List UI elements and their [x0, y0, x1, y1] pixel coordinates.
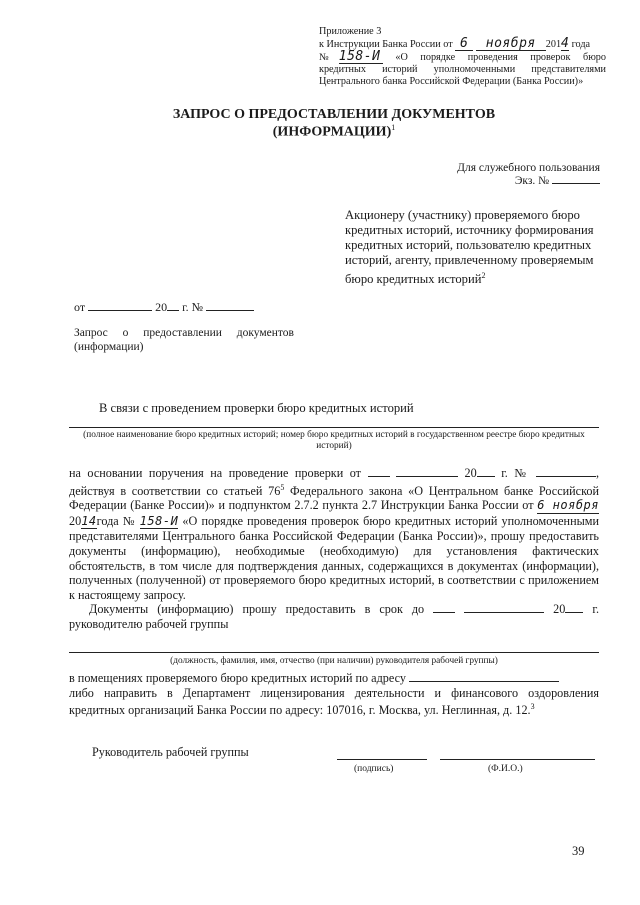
recipient-text: Акционеру (участнику) проверяемого бюро кредитных историй, источнику формирования кредитных историй, пользователю кредитных историй, агенту, привлеченному проверяемым бюро кредитных историй: [345, 208, 594, 287]
premises-line: [69, 671, 599, 686]
date-number-line: [74, 300, 254, 315]
recipient-block: [345, 208, 603, 287]
handwritten-year-digit: 4: [561, 36, 570, 51]
number-sign: №: [319, 52, 339, 63]
instruction-title-start: «О порядке проведения проверок бюро: [395, 52, 606, 63]
delivery-instructions: [69, 671, 599, 718]
year-label: 20: [155, 300, 168, 314]
order-day-field: [368, 476, 390, 477]
footnote-ref-1: 1: [391, 123, 396, 132]
appendix-header: [319, 26, 606, 88]
copy-number: [440, 175, 600, 188]
handwritten-date: 6 ноября: [537, 498, 599, 513]
deadline-day-field: [433, 612, 455, 613]
article-superscript: 5: [280, 482, 285, 492]
document-title: [114, 107, 554, 141]
order-line: [69, 466, 599, 481]
from-label: от: [74, 300, 86, 314]
appendix-instruction-text: к Инструкции Банка России от: [319, 39, 453, 50]
group-leader-line: руководителю рабочей группы: [69, 617, 229, 631]
bureau-name-caption: (полное наименование бюро кредитных историй; номер бюро кредитных историй в государственном реестре бюро кредитных историй): [83, 430, 585, 451]
request-body: [69, 466, 599, 632]
handwritten-year: 14: [81, 513, 97, 528]
request-paragraph: [69, 481, 599, 603]
order-comma: ,: [595, 466, 599, 480]
copy-number-label: Экз. №: [514, 175, 550, 187]
appendix-line5: Центрального банка Российской Федерации (Банка России)»: [319, 76, 584, 87]
order-year-label: 20: [464, 466, 477, 480]
signature-caption: (подпись): [354, 764, 394, 774]
group-leader-field-line: [69, 652, 599, 653]
year2-suffix: года №: [96, 513, 136, 528]
page-number: 39: [572, 844, 585, 858]
appendix-line3: [319, 51, 606, 64]
deadline-text: Документы (информацию) прошу предоставить в срок до: [89, 602, 425, 617]
year-suffix: года: [571, 39, 591, 50]
deadline-month-field: [464, 612, 544, 613]
name-caption: (Ф.И.О.): [488, 764, 523, 774]
year-prefix: 201: [545, 39, 562, 50]
order-number-field: [536, 476, 596, 477]
official-use-label: Для служебного пользования: [457, 162, 600, 174]
department-address-text: либо направить в Департамент лицензирования деятельности и финансового оздоровления кредитных организаций Банка России по адресу: 107016, г. Москва, ул. Неглинная, д. 12.: [69, 685, 599, 718]
premises-text: в помещениях проверяемого бюро кредитных историй по адресу: [69, 671, 406, 685]
department-address: [69, 686, 599, 718]
number-field: [206, 310, 254, 311]
appendix-line1: Приложение 3: [319, 26, 382, 37]
year-field: [167, 310, 179, 311]
order-text: на основании поручения на проведение проверки от: [69, 466, 361, 480]
copy-number-field: [552, 183, 600, 184]
address-field: [409, 681, 559, 682]
deadline-g-label: г.: [592, 602, 600, 617]
number-label: г. №: [182, 300, 204, 314]
deadline-year-field: [565, 612, 583, 613]
request-subject: Запрос о предоставлении документов (информации): [74, 327, 294, 353]
order-year-field: [477, 476, 495, 477]
signature-label: Руководитель рабочей группы: [92, 745, 249, 759]
signature-field: [337, 759, 427, 760]
appendix-line4: кредитных историй уполномоченными представителями: [319, 64, 606, 75]
footnote-ref-2: 2: [481, 271, 486, 280]
handwritten-instruction-number: 158-И: [339, 51, 383, 64]
group-leader-caption: (должность, фамилия, имя, отчество (при наличии) руководителя рабочей группы): [170, 656, 498, 666]
deadline-year-label: 20: [553, 602, 566, 617]
request-text: «О порядке проведения проверок бюро кредитных историй уполномоченными представителями Центрального банка Российской Федерации (Банка России)», прошу предоставить документы (информацию), необходимые (необходимую) для установления фактических обстоятельств, в том числе для подтверждения данных, содержащихся в документах (информации), полученных (полученной) от проверяемого бюро кредитных историй, в соответствии с приложением к настоящему запросу.: [69, 513, 600, 602]
deadline-line: [69, 602, 599, 617]
order-number-label: г. №: [501, 466, 530, 480]
footnote-ref-3: 3: [530, 702, 535, 712]
handwritten-day: 6: [455, 38, 473, 51]
legal-basis-text: действуя в соответствии со статьей 76: [69, 483, 281, 498]
legal-basis-text-2: Федерального закона «О Центральном банке Российской Федерации (Банке России)» и подпунктом 2.7.2 пункта 2.7 Инструкции Банка России от: [69, 483, 599, 513]
handwritten-number: 158-И: [139, 513, 179, 528]
date-field: [88, 310, 152, 311]
year2-prefix: 20: [69, 513, 82, 528]
bureau-name-line: [69, 427, 599, 428]
official-use-block: [440, 162, 600, 188]
name-field: [440, 759, 595, 760]
order-month-field: [396, 476, 458, 477]
connection-sentence: В связи с проведением проверки бюро кредитных историй: [99, 401, 414, 415]
handwritten-month: ноября: [476, 38, 546, 51]
document-title-text: ЗАПРОС О ПРЕДОСТАВЛЕНИИ ДОКУМЕНТОВ (ИНФОРМАЦИИ): [172, 107, 496, 140]
